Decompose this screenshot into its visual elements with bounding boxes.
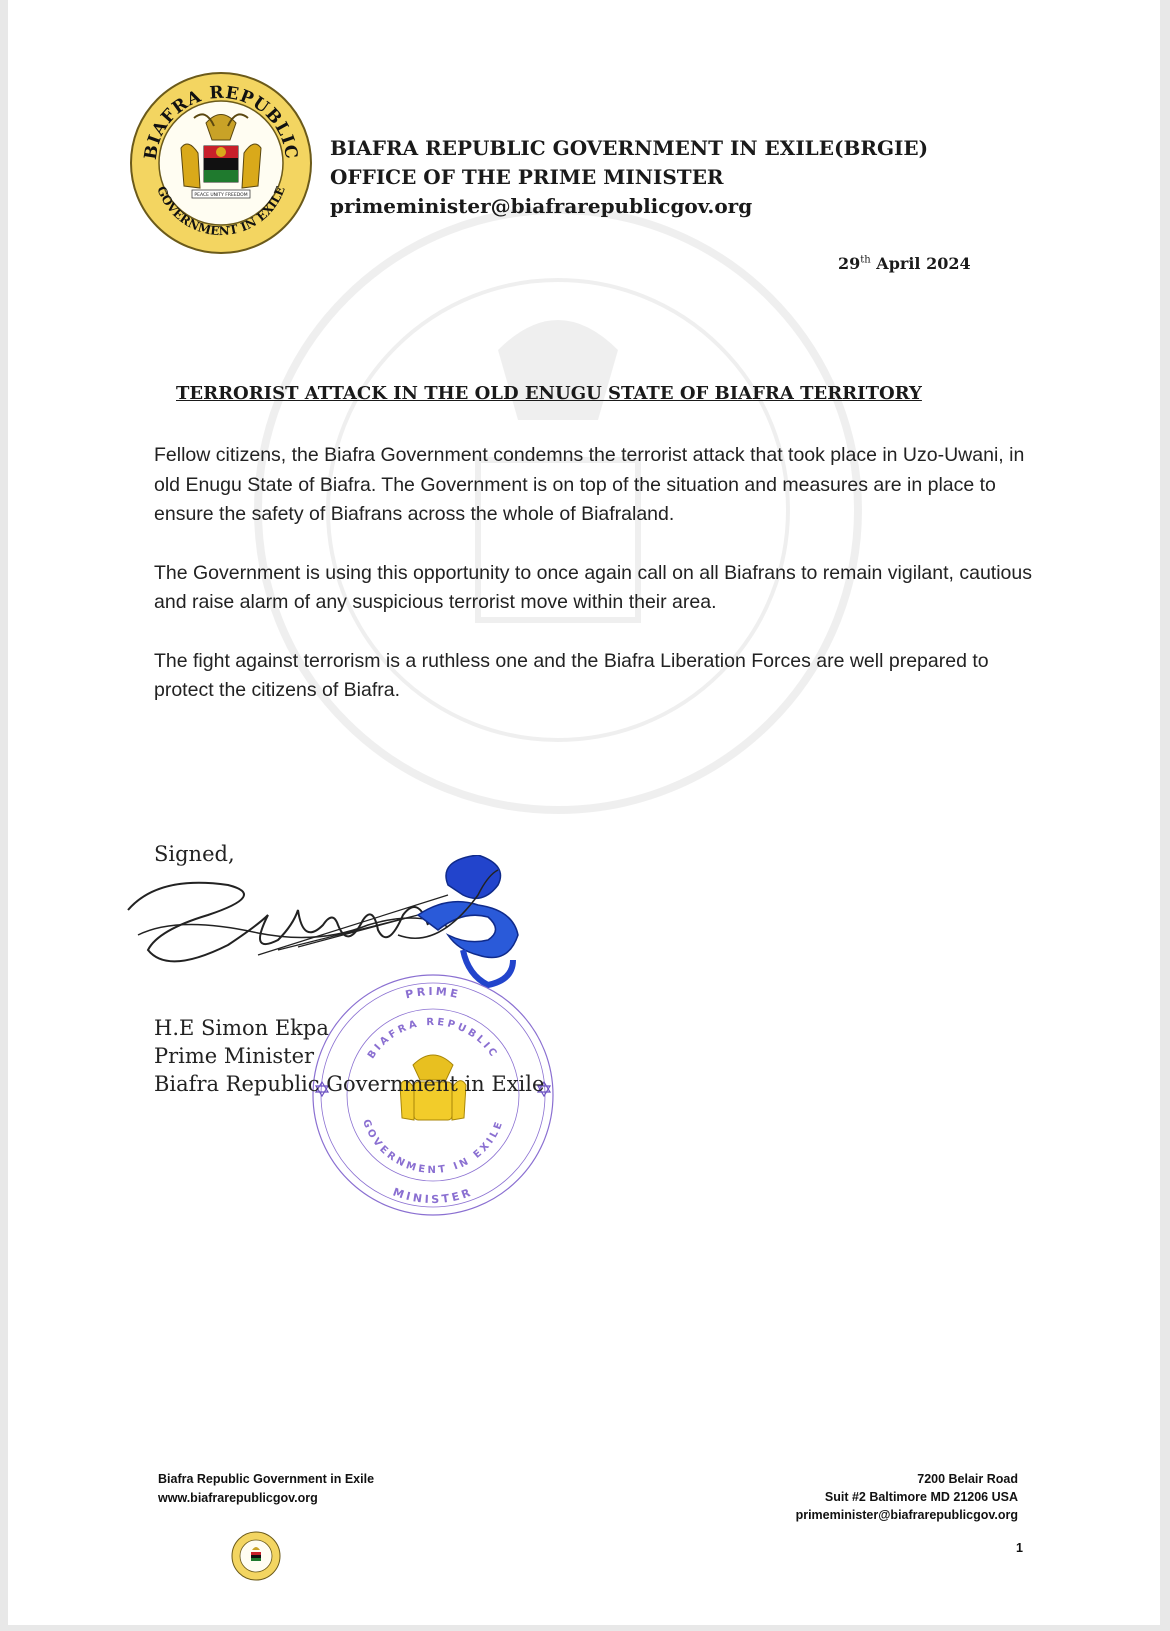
footer-website: www.biafrarepublicgov.org [158, 1491, 318, 1505]
footer-seal-icon [230, 1530, 282, 1582]
footer-address-line1: 7200 Belair Road [917, 1472, 1018, 1486]
signer-organization: Biafra Republic Government in Exile [154, 1072, 545, 1096]
footer-right [796, 1470, 1018, 1524]
seal-top-text: BIAFRA REPUBLIC [140, 82, 302, 162]
org-name: BIAFRA REPUBLIC GOVERNMENT IN EXILE(BRGIE) [330, 136, 929, 160]
footer-org-name: Biafra Republic Government in Exile [158, 1472, 375, 1486]
signer-details [154, 1014, 544, 1098]
body-paragraph: Fellow citizens, the Biafra Government condemns the terrorist attack that took place in Uzo-Uwani, in old Enugu State of Biafra. The Government is on top of the situation and measures are in place to ensure the safety of Biafrans across the whole of Biafraland. [154, 444, 1025, 525]
svg-text:GOVERNMENT IN EXILE [360, 1118, 506, 1176]
footer-left [158, 1470, 374, 1508]
date-suffix: th [860, 254, 871, 266]
document-page [8, 0, 1160, 1625]
svg-text:PRIME [404, 985, 462, 1002]
stamp-bottom-word: MINISTER [391, 1185, 475, 1207]
date-day: 29 [838, 254, 861, 273]
signer-position: Prime Minister [154, 1044, 315, 1068]
letterhead [330, 134, 928, 221]
stamp-top-word: PRIME [404, 984, 462, 1002]
page-number: 1 [1016, 1541, 1023, 1555]
document-body [154, 441, 1034, 735]
date-rest: April 2024 [870, 254, 971, 273]
body-paragraph: The Government is using this opportunity to once again call on all Biafrans to remain vigilant, cautious and raise alarm of any suspicious terrorist move within their area. [154, 561, 1032, 613]
office-name: OFFICE OF THE PRIME MINISTER [330, 165, 724, 189]
document-date [838, 254, 971, 273]
footer-email: primeminister@biafrarepublicgov.org [795, 1508, 1018, 1522]
body-paragraph: The fight against terrorism is a ruthless one and the Biafra Liberation Forces are well prepared to protect the citizens of Biafra. [154, 649, 989, 701]
seal-motto: PEACE UNITY FREEDOM [194, 193, 248, 198]
signer-name: H.E Simon Ekpa [154, 1016, 329, 1040]
document-title: TERRORIST ATTACK IN THE OLD ENUGU STATE OF BIAFRA TERRITORY [176, 383, 922, 404]
stamp-inner-bottom: GOVERNMENT IN EXILE [360, 1118, 506, 1176]
header-email: primeminister@biafrarepublicgov.org [330, 194, 753, 218]
signed-label: Signed, [154, 842, 235, 866]
footer-address-line2: Suit #2 Baltimore MD 21206 USA [824, 1490, 1018, 1504]
stamp-inner-top: BIAFRA REPUBLIC [365, 1016, 501, 1062]
coat-of-arms-seal [126, 68, 316, 258]
seal-bottom-text: GOVERNMENT IN EXILE [154, 184, 288, 239]
